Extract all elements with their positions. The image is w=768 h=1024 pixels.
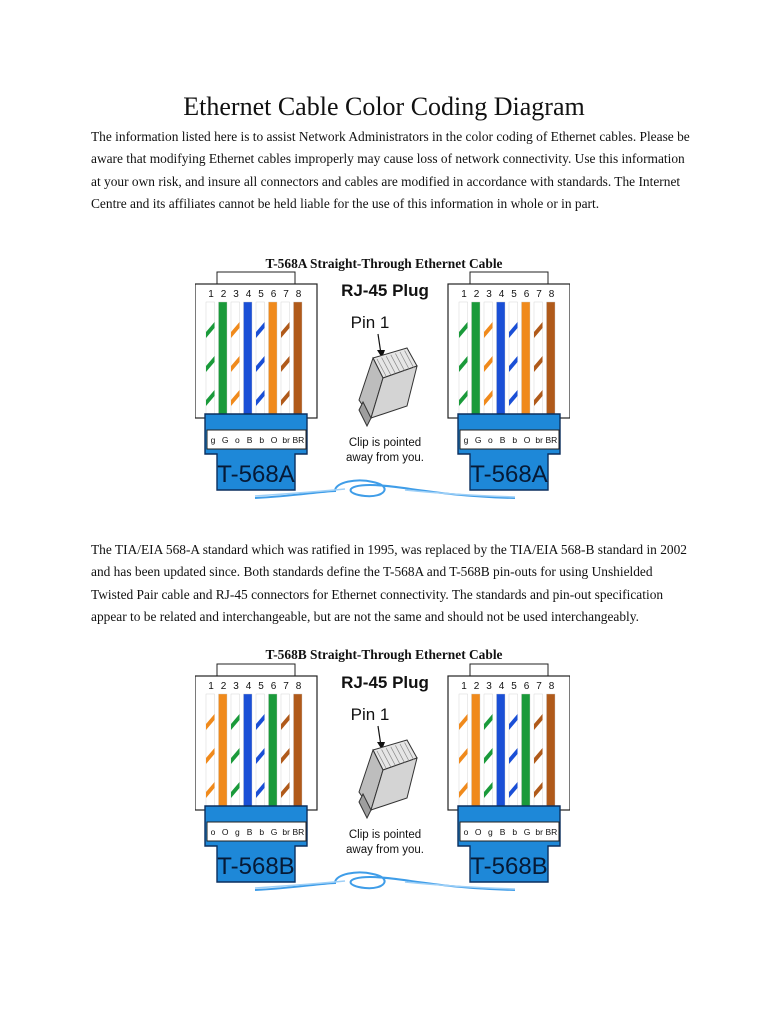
pin-number: 6 (523, 681, 530, 692)
pin-number: 8 (295, 289, 302, 300)
wire-code: b (259, 435, 265, 445)
wire-6 (522, 694, 531, 806)
wire-4 (244, 694, 253, 806)
wire-code: BR (292, 827, 305, 837)
wire-2 (219, 694, 228, 806)
pin-number: 4 (498, 681, 505, 692)
pin-label: Pin 1 (350, 313, 390, 332)
pin-label: Pin 1 (350, 705, 390, 724)
page-title: Ethernet Cable Color Coding Diagram (183, 92, 585, 121)
pin-number: 4 (245, 681, 252, 692)
wire-code: o (235, 435, 240, 445)
wire-code: O (523, 435, 531, 445)
standards-paragraph: The TIA/EIA 568-A standard which was ratified in 1995, was replaced by the TIA/EIA 568-B standard in 2002 and has been updated since. Both standards define the T-568A and T-568B pin-outs for using Unshielded Twisted Pair cable and RJ-45 connectors for Ethernet connectivity. The standards and pin-out specification appear to be related and interchangeable, but are not the same and should not be used interchangeably. (91, 542, 687, 624)
wire-6 (269, 302, 278, 414)
rj45-plug-illustration (341, 673, 429, 856)
wire-code: b (512, 827, 518, 837)
pin-number: 7 (283, 289, 289, 300)
wire-2 (472, 694, 481, 806)
plug-label: RJ-45 Plug (341, 673, 429, 692)
wiring-diagram-svg (195, 270, 570, 506)
pin-number: 5 (258, 289, 264, 300)
clip-note-line2: away from you. (346, 844, 424, 856)
wire-8 (547, 694, 556, 806)
wire-code: g (488, 827, 493, 837)
pin-number: 1 (461, 681, 467, 692)
pin-number: 7 (536, 289, 542, 300)
pin-number: 3 (233, 681, 239, 692)
connector-standard-label: T-568B (470, 853, 548, 880)
pin-number: 2 (220, 289, 227, 300)
wire-code: BR (545, 435, 558, 445)
pin-number: 3 (486, 681, 492, 692)
pin-number: 6 (270, 681, 277, 692)
wire-code: o (463, 827, 469, 837)
wire-code: br (282, 435, 290, 445)
clip-note-line1: Clip is pointed (348, 437, 422, 449)
wire-code: B (246, 827, 253, 837)
intro-paragraph: The information listed here is to assist Network Administrators in the color coding of Ethernet cables. Please be aware that modifying Ethernet cables improperly may cause loss of network connectivity. Use this information at your own risk, and insure all connectors and cables are modified in accordance with standards. The Internet Centre and its affiliates cannot be held liable for the use of this information in whole or in part. (91, 129, 690, 211)
pin-number: 4 (498, 289, 505, 300)
wire-code: BR (545, 827, 558, 837)
connector-left (195, 272, 317, 490)
wire-code: g (210, 435, 216, 445)
pin-number: 7 (536, 681, 542, 692)
connector-top-bracket (217, 664, 295, 676)
wire-code: o (488, 435, 493, 445)
wire-code: b (512, 435, 518, 445)
diagram-568a (195, 270, 570, 506)
wire-code: g (463, 435, 469, 445)
wire-code: O (270, 435, 278, 445)
pin-number: 6 (270, 289, 277, 300)
pin-number: 2 (473, 681, 480, 692)
pin-number: 1 (208, 681, 214, 692)
pin-number: 8 (548, 681, 555, 692)
pin-number: 5 (511, 289, 517, 300)
clip-note-line1: Clip is pointed (348, 829, 422, 841)
pin-number: 2 (473, 289, 480, 300)
pin-number: 3 (486, 289, 492, 300)
clip-note-line2: away from you. (346, 452, 424, 464)
wire-6 (269, 694, 278, 806)
pin-number: 8 (548, 289, 555, 300)
wire-code: br (282, 827, 290, 837)
pin-number: 5 (258, 681, 264, 692)
wire-code: br (535, 827, 543, 837)
diagram-568b (195, 662, 570, 898)
plug-label: RJ-45 Plug (341, 281, 429, 300)
connector-right (448, 272, 570, 490)
connector-left (195, 664, 317, 882)
wire-code: O (221, 827, 229, 837)
wire-2 (472, 302, 481, 414)
wire-4 (497, 302, 506, 414)
wire-code: br (535, 435, 543, 445)
wire-code: G (474, 435, 482, 445)
wire-6 (522, 302, 531, 414)
wire-code: BR (292, 435, 305, 445)
wire-code: O (474, 827, 482, 837)
rj45-plug-illustration (341, 281, 429, 464)
pin-number: 4 (245, 289, 252, 300)
diagram-heading-568b: T-568B Straight-Through Ethernet Cable (265, 647, 503, 662)
wire-code: G (221, 435, 229, 445)
connector-standard-label: T-568A (217, 461, 295, 488)
pin-number: 5 (511, 681, 517, 692)
pin-number: 1 (461, 289, 467, 300)
wire-code: G (523, 827, 531, 837)
pin-number: 7 (283, 681, 289, 692)
connector-right (448, 664, 570, 882)
wire-4 (244, 302, 253, 414)
wire-4 (497, 694, 506, 806)
pin-number: 8 (295, 681, 302, 692)
connector-standard-label: T-568A (470, 461, 548, 488)
connector-top-bracket (470, 272, 548, 284)
wire-8 (294, 302, 303, 414)
wire-code: B (246, 435, 253, 445)
pin-number: 3 (233, 289, 239, 300)
wire-code: o (210, 827, 216, 837)
diagram-heading-568a: T-568A Straight-Through Ethernet Cable (265, 256, 503, 271)
pin-number: 6 (523, 289, 530, 300)
pin-number: 1 (208, 289, 214, 300)
wire-code: g (235, 827, 240, 837)
wire-code: G (270, 827, 278, 837)
wire-code: b (259, 827, 265, 837)
wiring-diagram-svg (195, 662, 570, 898)
wire-2 (219, 302, 228, 414)
connector-standard-label: T-568B (217, 853, 295, 880)
wire-8 (547, 302, 556, 414)
wire-8 (294, 694, 303, 806)
wire-code: B (499, 827, 506, 837)
wire-code: B (499, 435, 506, 445)
connector-top-bracket (217, 272, 295, 284)
connector-top-bracket (470, 664, 548, 676)
pin-number: 2 (220, 681, 227, 692)
